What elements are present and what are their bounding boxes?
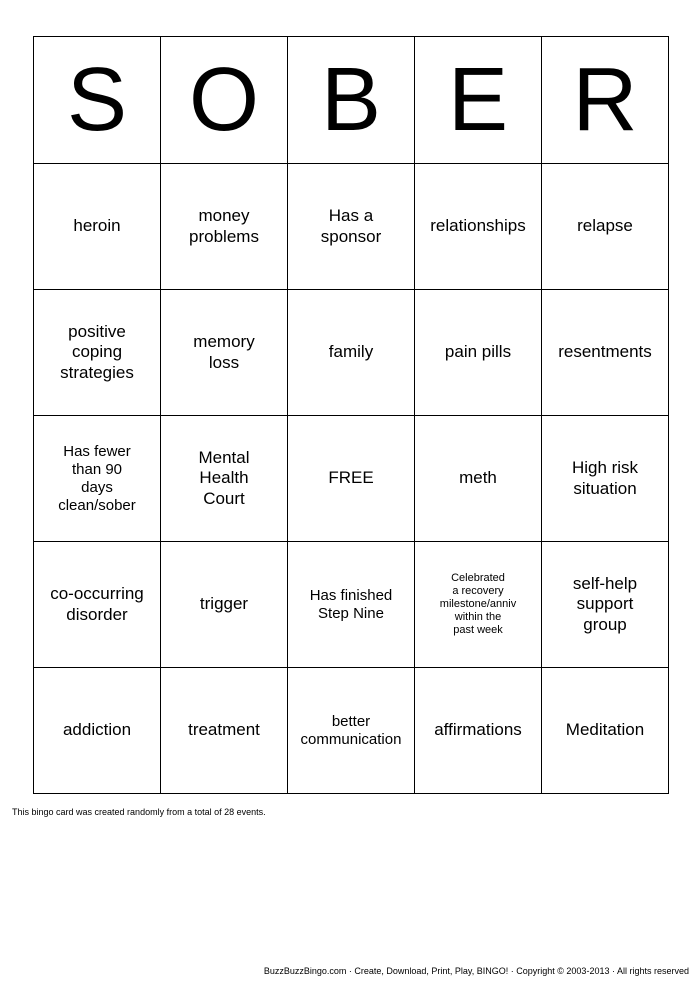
cell-text: High risk situation — [571, 458, 639, 498]
cell-text: addiction — [62, 720, 132, 740]
bingo-cell — [161, 542, 288, 668]
bingo-cell — [288, 668, 415, 794]
cell-text: meth — [459, 468, 497, 488]
bingo-cell — [542, 668, 669, 794]
copyright-footer: BuzzBuzzBingo.com · Create, Download, Print, Play, BINGO! · Copyright © 2003-2013 · All rights reserved — [263, 966, 689, 976]
bingo-cell — [161, 668, 288, 794]
bingo-cell — [542, 416, 669, 542]
bingo-cell — [34, 290, 161, 416]
bingo-row — [34, 164, 669, 290]
bingo-row — [34, 542, 669, 668]
cell-text: positive coping strategies — [60, 321, 134, 382]
bingo-cell — [288, 542, 415, 668]
header-letter-o: O — [161, 37, 288, 164]
cell-text: pain pills — [444, 342, 512, 362]
cell-text: resentments — [558, 342, 652, 362]
bingo-cell — [288, 290, 415, 416]
bingo-cell — [542, 290, 669, 416]
cell-text: trigger — [199, 594, 249, 614]
bingo-cell — [34, 416, 161, 542]
bingo-cell — [542, 542, 669, 668]
cell-text: heroin — [73, 216, 121, 236]
bingo-cell — [161, 290, 288, 416]
cell-text: relapse — [577, 216, 633, 236]
cell-text: better communication — [300, 712, 402, 748]
bingo-cell — [161, 416, 288, 542]
cell-text: co-occurring disorder — [50, 584, 144, 624]
cell-text: Has a sponsor — [320, 206, 382, 246]
cell-text: Has finished Step Nine — [309, 586, 393, 622]
cell-text: Celebrated a recovery milestone/anniv within the past week — [439, 571, 517, 637]
card-note: This bingo card was created randomly from a total of 28 events. — [12, 807, 266, 817]
bingo-cell — [415, 542, 542, 668]
header-letter-b: B — [288, 37, 415, 164]
cell-text: money problems — [189, 206, 259, 246]
cell-text: Mental Health Court — [198, 447, 250, 508]
free-space-cell — [288, 416, 415, 542]
cell-text: Meditation — [565, 720, 645, 740]
bingo-row — [34, 290, 669, 416]
bingo-cell — [415, 290, 542, 416]
bingo-row — [34, 416, 669, 542]
bingo-cell — [415, 416, 542, 542]
bingo-cell — [415, 668, 542, 794]
header-letter-s: S — [34, 37, 161, 164]
header-row — [34, 37, 669, 164]
bingo-cell — [161, 164, 288, 290]
bingo-cell — [34, 164, 161, 290]
cell-text: self-help support group — [572, 573, 638, 634]
header-letter-e: E — [415, 37, 542, 164]
cell-text: affirmations — [434, 720, 522, 740]
bingo-card — [33, 36, 669, 794]
cell-text: FREE — [328, 468, 374, 488]
cell-text: relationships — [430, 216, 526, 236]
bingo-cell — [34, 542, 161, 668]
header-letter-r: R — [542, 37, 669, 164]
cell-text: memory loss — [193, 332, 255, 372]
bingo-cell — [288, 164, 415, 290]
cell-text: treatment — [188, 720, 260, 740]
cell-text: Has fewer than 90 days clean/sober — [58, 442, 136, 514]
bingo-cell — [542, 164, 669, 290]
bingo-cell — [415, 164, 542, 290]
cell-text: family — [328, 342, 374, 362]
bingo-cell — [34, 668, 161, 794]
bingo-row — [34, 668, 669, 794]
